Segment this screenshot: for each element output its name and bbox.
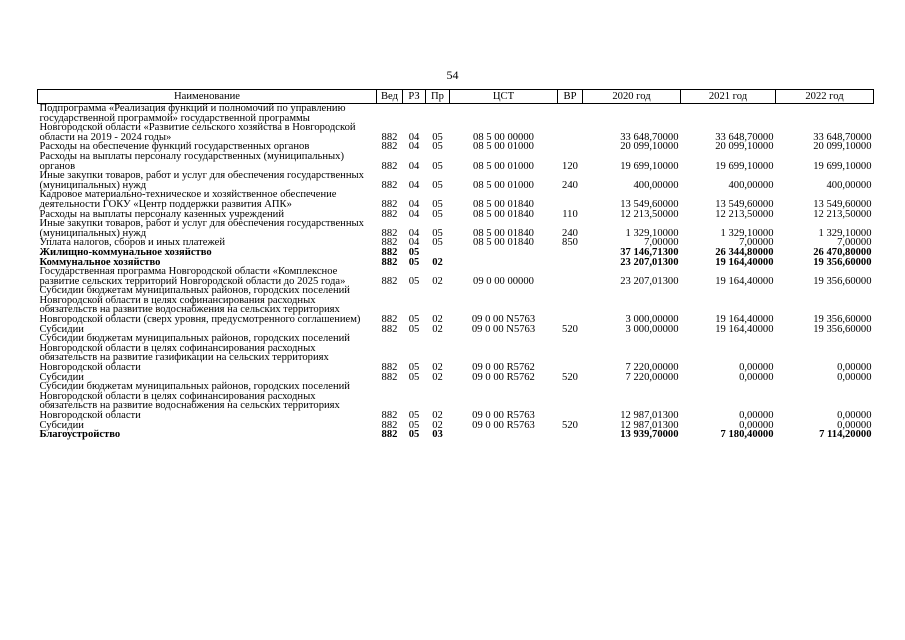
row-rz: 04 — [408, 198, 420, 210]
row-rz: 05 — [408, 246, 420, 258]
row-pr: 05 — [432, 208, 443, 220]
row-name: Коммунальное хозяйство — [39, 256, 161, 268]
row-cst: 08 5 00 01840 — [473, 237, 534, 249]
row-amount-2020: 13 549,60000 — [620, 198, 679, 210]
row-pr: 02 — [432, 275, 443, 287]
row-rz: 04 — [408, 179, 420, 191]
table-row — [38, 190, 874, 209]
row-vr: 240 — [562, 179, 578, 191]
row-amount-2022: 12 213,50000 — [813, 208, 872, 220]
row-cst: 08 5 00 01840 — [473, 208, 534, 220]
row-name: Субсидии бюджетам муниципальных районов, городских поселений Новгородской области в целях софинансирования расходных обязательств на развитие газификации на сельских территориях Новгородской области — [39, 333, 350, 374]
row-amount-2020: 3 000,00000 — [625, 314, 679, 326]
row-rz: 05 — [408, 429, 420, 441]
row-pr: 05 — [432, 131, 443, 143]
row-cst: 08 5 00 00000 — [473, 131, 534, 143]
row-ved: 882 — [381, 160, 398, 172]
row-ved: 882 — [381, 410, 398, 421]
row-ved: 882 — [381, 198, 398, 210]
row-amount-2022: 33 648,70000 — [813, 131, 872, 143]
row-rz: 05 — [408, 362, 420, 374]
row-amount-2022: 0,00000 — [837, 362, 872, 374]
row-amount-2022: 19 356,60000 — [813, 275, 872, 287]
header-2021: 2021 год — [681, 90, 776, 104]
row-ved: 882 — [381, 131, 398, 143]
header-rz: РЗ — [403, 90, 426, 104]
row-vr — [558, 430, 583, 440]
row-amount-2022: 400,00000 — [826, 179, 872, 191]
row-name: Субсидии — [39, 419, 84, 431]
row-amount-2022: 1 329,10000 — [818, 227, 872, 239]
row-amount-2020: 1 329,10000 — [625, 227, 679, 239]
row-amount-2022: 19 356,60000 — [813, 314, 872, 326]
row-amount-2022: 7 114,20000 — [819, 429, 872, 441]
row-name: Жилищно-коммунальное хозяйство — [39, 246, 212, 258]
row-ved: 882 — [381, 227, 398, 239]
row-vr — [558, 258, 583, 268]
row-vr — [558, 382, 583, 420]
row-ved: 882 — [381, 237, 398, 249]
row-amount-2021: 0,00000 — [739, 410, 774, 421]
row-rz: 04 — [408, 131, 420, 143]
row-vr: 850 — [562, 237, 578, 249]
row-rz: 05 — [408, 323, 420, 335]
row-ved: 882 — [381, 419, 398, 431]
row-amount-2021: 33 648,70000 — [715, 131, 774, 143]
row-amount-2020: 13 939,70000 — [620, 429, 679, 441]
row-amount-2020: 23 207,01300 — [620, 275, 679, 287]
table-row — [38, 382, 874, 420]
row-pr: 02 — [432, 371, 443, 383]
row-rz: 05 — [408, 410, 420, 421]
row-amount-2022: 0,00000 — [837, 419, 872, 431]
table-row — [38, 334, 874, 372]
row-name: Уплата налогов, сборов и иных платежей — [39, 237, 226, 249]
row-amount-2020: 33 648,70000 — [620, 131, 679, 143]
row-pr: 02 — [432, 323, 443, 335]
row-amount-2020: 12 213,50000 — [620, 208, 679, 220]
row-amount-2021: 7,00000 — [739, 237, 774, 249]
table-row — [38, 104, 874, 143]
row-amount-2022: 20 099,10000 — [813, 141, 872, 153]
row-vr: 520 — [562, 419, 578, 431]
row-pr: 05 — [432, 141, 443, 153]
row-ved: 882 — [381, 256, 398, 268]
row-vr — [558, 286, 583, 324]
row-vr — [558, 267, 583, 286]
row-amount-2021: 13 549,60000 — [715, 198, 774, 210]
row-pr: 05 — [432, 237, 443, 249]
row-pr: 02 — [432, 314, 443, 326]
row-name: Благоустройство — [39, 429, 121, 441]
row-pr: 02 — [432, 362, 443, 374]
row-amount-2022: 19 699,10000 — [813, 160, 872, 172]
row-amount-2022: 26 470,80000 — [813, 246, 872, 258]
row-pr: 05 — [432, 179, 443, 191]
row-pr: 03 — [432, 429, 443, 441]
row-ved: 882 — [381, 429, 398, 441]
row-rz: 05 — [408, 371, 420, 383]
row-pr: 02 — [432, 256, 443, 268]
row-amount-2020: 400,00000 — [633, 179, 679, 191]
row-rz: 04 — [408, 237, 420, 249]
row-amount-2021: 1 329,10000 — [720, 227, 774, 239]
table-row — [38, 219, 874, 238]
row-ved: 882 — [381, 179, 398, 191]
row-ved: 882 — [381, 246, 398, 258]
header-ved: Вед — [377, 90, 403, 104]
row-ved: 882 — [381, 314, 398, 326]
row-name: Субсидии — [39, 323, 84, 335]
budget-table — [37, 89, 874, 440]
row-name: Расходы на выплаты персоналу государственных (муниципальных) органов — [39, 150, 344, 172]
row-amount-2022: 0,00000 — [837, 410, 872, 421]
row-amount-2020: 19 699,10000 — [620, 160, 679, 172]
row-amount-2021: 19 164,40000 — [715, 314, 774, 326]
row-vr: 110 — [562, 208, 578, 220]
row-amount-2020: 37 146,71300 — [620, 246, 679, 258]
row-vr: 520 — [562, 323, 578, 335]
row-vr — [558, 334, 583, 372]
row-cst: 08 5 00 01000 — [473, 179, 534, 191]
row-amount-2020: 23 207,01300 — [620, 256, 679, 268]
row-cst: 09 0 00 N5763 — [471, 314, 536, 326]
row-amount-2022: 19 356,60000 — [813, 323, 872, 335]
row-amount-2021: 0,00000 — [739, 419, 774, 431]
row-ved: 882 — [381, 208, 398, 220]
row-amount-2022: 0,00000 — [837, 371, 872, 383]
row-cst — [450, 430, 558, 440]
header-vr: ВР — [558, 90, 583, 104]
header-2022: 2022 год — [776, 90, 874, 104]
row-amount-2020: 20 099,10000 — [620, 141, 679, 153]
table-body — [38, 104, 874, 440]
row-amount-2021: 12 213,50000 — [715, 208, 774, 220]
row-amount-2021: 20 099,10000 — [715, 141, 774, 153]
row-name: Иные закупки товаров, работ и услуг для обеспечения государственных (муниципальных) нужд — [39, 170, 364, 191]
row-ved: 882 — [381, 323, 398, 335]
row-amount-2020: 7 220,00000 — [625, 362, 679, 374]
row-rz: 05 — [408, 314, 420, 326]
row-amount-2021: 19 699,10000 — [715, 160, 774, 172]
row-cst: 08 5 00 01840 — [473, 227, 534, 239]
row-cst — [450, 248, 558, 258]
row-pr: 02 — [432, 419, 443, 431]
row-amount-2020: 12 987,01300 — [620, 419, 679, 431]
header-cst: ЦСТ — [450, 90, 558, 104]
row-name: Расходы на выплаты персоналу казенных учреждений — [39, 208, 284, 220]
row-vr: 520 — [562, 371, 578, 383]
row-rz: 05 — [408, 275, 420, 287]
table-row — [38, 152, 874, 171]
row-amount-2021: 19 164,40000 — [715, 256, 774, 268]
table-row — [38, 171, 874, 190]
header-name: Наименование — [38, 90, 377, 104]
row-cst: 08 5 00 01840 — [473, 198, 534, 210]
row-cst: 09 0 00 R5763 — [472, 419, 535, 431]
row-rz: 04 — [408, 141, 420, 153]
row-rz: 04 — [408, 160, 420, 172]
row-amount-2020: 7 220,00000 — [625, 371, 679, 383]
row-vr — [558, 142, 583, 152]
row-amount-2021: 19 164,40000 — [715, 275, 774, 287]
row-pr: 02 — [432, 410, 443, 421]
row-amount-2020: 3 000,00000 — [625, 323, 679, 335]
row-cst — [450, 258, 558, 268]
row-rz: 05 — [408, 256, 420, 268]
row-amount-2021: 19 164,40000 — [715, 323, 774, 335]
row-name: Расходы на обеспечение функций государственных органов — [39, 141, 310, 153]
row-pr: 05 — [432, 198, 443, 210]
table-row — [38, 430, 874, 440]
row-amount-2021: 7 180,40000 — [720, 429, 774, 441]
row-name: Государственная программа Новгородской области «Комплексное развитие сельских территорий Новгородской области до 2025 года» — [39, 266, 346, 287]
row-cst: 09 0 00 N5763 — [471, 323, 536, 335]
row-name: Кадровое материально-техническое и хозяйственное обеспечение деятельности ГОКУ «Центр поддержки развития АПК» — [39, 189, 337, 210]
page-number: 54 — [446, 68, 459, 82]
row-pr: 05 — [432, 160, 443, 172]
table-row — [38, 286, 874, 324]
row-ved: 882 — [381, 275, 398, 287]
row-cst: 08 5 00 01000 — [473, 141, 534, 153]
row-rz: 05 — [408, 419, 420, 431]
row-pr: 05 — [432, 227, 443, 239]
row-amount-2021: 26 344,80000 — [715, 246, 774, 258]
row-amount-2022: 7,00000 — [837, 237, 872, 249]
row-vr — [558, 104, 583, 143]
row-name: Субсидии — [39, 371, 84, 383]
table-header-row — [38, 90, 874, 104]
row-name: Субсидии бюджетам муниципальных районов, городских поселений Новгородской области в целях софинансирования расходных обязательств на развитие водоснабжения на сельских территориях Новгородской области — [39, 381, 350, 421]
row-vr — [558, 248, 583, 258]
row-vr: 240 — [562, 227, 578, 239]
row-amount-2021: 400,00000 — [728, 179, 774, 191]
row-rz: 04 — [408, 208, 420, 220]
row-amount-2021: 0,00000 — [739, 371, 774, 383]
row-cst: 09 0 00 R5762 — [472, 371, 535, 383]
row-name: Иные закупки товаров, работ и услуг для обеспечения государственных (муниципальных) нужд — [39, 218, 364, 239]
row-ved: 882 — [381, 141, 398, 153]
row-ved: 882 — [381, 371, 398, 383]
row-rz: 04 — [408, 227, 420, 239]
row-amount-2020: 7,00000 — [644, 237, 679, 249]
row-amount-2021: 0,00000 — [739, 362, 774, 374]
row-cst: 08 5 00 01000 — [473, 160, 534, 172]
row-cst: 09 0 00 R5763 — [472, 410, 535, 421]
row-amount-2020: 12 987,01300 — [620, 410, 679, 421]
row-cst: 09 0 00 R5762 — [472, 362, 535, 374]
row-ved: 882 — [381, 362, 398, 374]
header-2020: 2020 год — [583, 90, 681, 104]
row-vr: 120 — [562, 160, 578, 172]
row-name: Субсидии бюджетам муниципальных районов, городских поселений Новгородской области в целях софинансирования расходных обязательств на развитие водоснабжения на сельских территориях Новгородской области (сверх уровня, предусмотренного соглашением) — [39, 285, 361, 326]
row-amount-2022: 13 549,60000 — [813, 198, 872, 210]
row-amount-2022: 19 356,60000 — [813, 256, 872, 268]
row-cst: 09 0 00 00000 — [473, 275, 534, 287]
header-pr: Пр — [426, 90, 450, 104]
table-row — [38, 267, 874, 286]
row-name: Подпрограмма «Реализация функций и полномочий по управлению государственной программой» государственной программы Новгородской области «Развитие сельского хозяйства в Новгородской области на 2019 - 2024 годы» — [39, 103, 356, 143]
row-vr — [558, 190, 583, 209]
